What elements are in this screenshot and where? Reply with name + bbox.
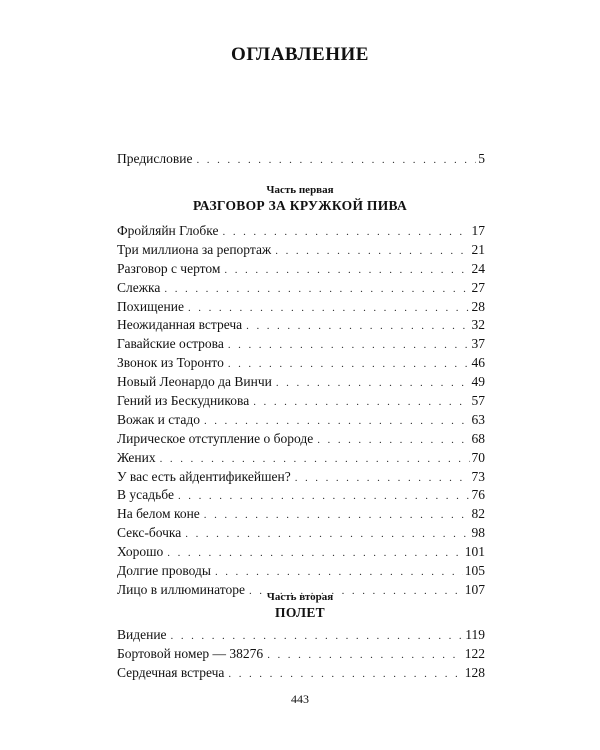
toc-preface-list	[117, 150, 485, 169]
page-number: 443	[291, 692, 309, 706]
part1-header	[0, 183, 600, 215]
toc-entry	[117, 645, 485, 664]
toc-entry-title: Неожиданная встреча	[117, 317, 243, 333]
toc-entry-title: Звонок из Торонто	[117, 355, 224, 371]
toc-leader-dots	[228, 336, 470, 355]
toc-entry	[117, 279, 485, 298]
toc-entry-page: 32	[471, 317, 485, 333]
toc-entry-title: Вожак и стадо	[117, 411, 200, 427]
toc-entry-page: 70	[471, 449, 485, 465]
toc-entry-title: В усадьбе	[117, 487, 174, 503]
toc-entry-page: 105	[464, 563, 485, 579]
toc-entry	[117, 316, 485, 335]
part2-header	[0, 590, 600, 622]
toc-entry	[117, 664, 485, 683]
toc-entry	[117, 335, 485, 354]
toc-entry	[117, 486, 485, 505]
toc-leader-dots	[317, 431, 469, 450]
toc-entry-page: 28	[471, 298, 485, 314]
toc-entry-title: Хорошо	[117, 544, 164, 560]
toc-entry-title: Предисловие	[117, 151, 193, 166]
part1-title: РАЗГОВОР ЗА КРУЖКОЙ ПИВА	[192, 198, 408, 213]
toc-leader-dots	[223, 223, 470, 242]
toc-entry-page: 68	[471, 430, 485, 446]
toc-entry-page: 76	[471, 487, 485, 503]
toc-leader-dots	[215, 563, 463, 582]
toc-leader-dots	[246, 317, 469, 336]
toc-entry-page: 5	[478, 151, 485, 166]
toc-entry-page: 63	[471, 411, 485, 427]
toc-entry-page: 46	[471, 355, 485, 371]
toc-entry	[117, 373, 485, 392]
toc-entry-title: Долгие проводы	[117, 563, 211, 579]
toc-leader-dots	[164, 280, 469, 299]
toc-entry-title: Бортовой номер — 38276	[117, 645, 264, 661]
toc-entry-page: 21	[471, 241, 485, 257]
part2-label: Часть вторая	[266, 591, 334, 603]
toc-entry	[117, 562, 485, 581]
toc-entry-page: 107	[464, 581, 485, 597]
toc-entry-title: Фройляйн Глобке	[117, 223, 219, 238]
toc-entry-title: Новый Леонардо да Винчи	[117, 374, 272, 390]
part1-label: Часть первая	[266, 184, 334, 196]
toc-entry	[117, 468, 485, 487]
toc-entry	[117, 411, 485, 430]
toc-leader-dots	[275, 242, 469, 261]
toc-part1-list	[117, 222, 485, 600]
toc-part2-list	[117, 626, 485, 683]
toc-entry-title: Лирическое отступление о бороде	[117, 430, 314, 446]
toc-leader-dots	[171, 627, 464, 646]
toc-entry-title: У вас есть айдентификейшен?	[117, 468, 291, 484]
toc-entry	[117, 524, 485, 543]
toc-entry	[117, 626, 485, 645]
toc-leader-dots	[185, 525, 469, 544]
toc-entry-page: 122	[464, 645, 485, 661]
toc-entry-title: Сердечная встреча	[117, 664, 225, 680]
toc-leader-dots	[253, 393, 469, 412]
toc-entry-title: Разговор с чертом	[117, 260, 221, 276]
toc-entry-title: Лицо в иллюминаторе	[117, 581, 245, 597]
toc-entry	[117, 260, 485, 279]
toc-leader-dots	[204, 506, 470, 525]
toc-entry-page: 101	[464, 544, 485, 560]
toc-entry-page: 57	[471, 393, 485, 409]
toc-entry	[117, 543, 485, 562]
toc-entry-title: Секс-бочка	[117, 525, 182, 541]
toc-entry	[117, 392, 485, 411]
toc-entry-title: Слежка	[117, 279, 161, 295]
toc-entry	[117, 241, 485, 260]
toc-entry-title: Три миллиона за репортаж	[117, 241, 272, 257]
toc-leader-dots	[196, 151, 476, 170]
page-title: ОГЛАВЛЕНИЕ	[231, 44, 369, 65]
part2-title: ПОЛЕТ	[275, 605, 325, 620]
toc-entry-title: Похищение	[117, 298, 184, 314]
toc-entry	[117, 430, 485, 449]
toc-leader-dots	[204, 412, 470, 431]
toc-leader-dots	[160, 450, 470, 469]
toc-entry-page: 17	[471, 223, 485, 238]
toc-entry-page: 27	[471, 279, 485, 295]
toc-entry	[117, 449, 485, 468]
toc-leader-dots	[267, 646, 463, 665]
toc-entry-page: 73	[471, 468, 485, 484]
toc-leader-dots	[295, 469, 470, 488]
toc-entry-title: Гавайские острова	[117, 336, 224, 352]
toc-entry	[117, 354, 485, 373]
toc-entry	[117, 298, 485, 317]
toc-entry	[117, 150, 485, 169]
toc-entry-title: Жених	[117, 449, 156, 465]
toc-entry-page: 128	[464, 664, 485, 680]
toc-entry-title: На белом коне	[117, 506, 200, 522]
toc-entry-page: 98	[471, 525, 485, 541]
toc-leader-dots	[276, 374, 470, 393]
toc-leader-dots	[167, 544, 462, 563]
toc-leader-dots	[178, 487, 470, 506]
toc-entry-page: 49	[471, 374, 485, 390]
toc-entry-page: 119	[465, 627, 485, 642]
toc-entry-page: 37	[471, 336, 485, 352]
toc-entry-page: 24	[471, 260, 485, 276]
toc-leader-dots	[224, 261, 469, 280]
toc-entry-page: 82	[471, 506, 485, 522]
toc-leader-dots	[188, 299, 470, 318]
toc-leader-dots	[228, 355, 470, 374]
toc-leader-dots	[228, 665, 462, 684]
toc-entry	[117, 505, 485, 524]
toc-entry-title: Видение	[117, 627, 167, 642]
toc-entry-title: Гений из Бескудникова	[117, 393, 250, 409]
toc-entry	[117, 222, 485, 241]
